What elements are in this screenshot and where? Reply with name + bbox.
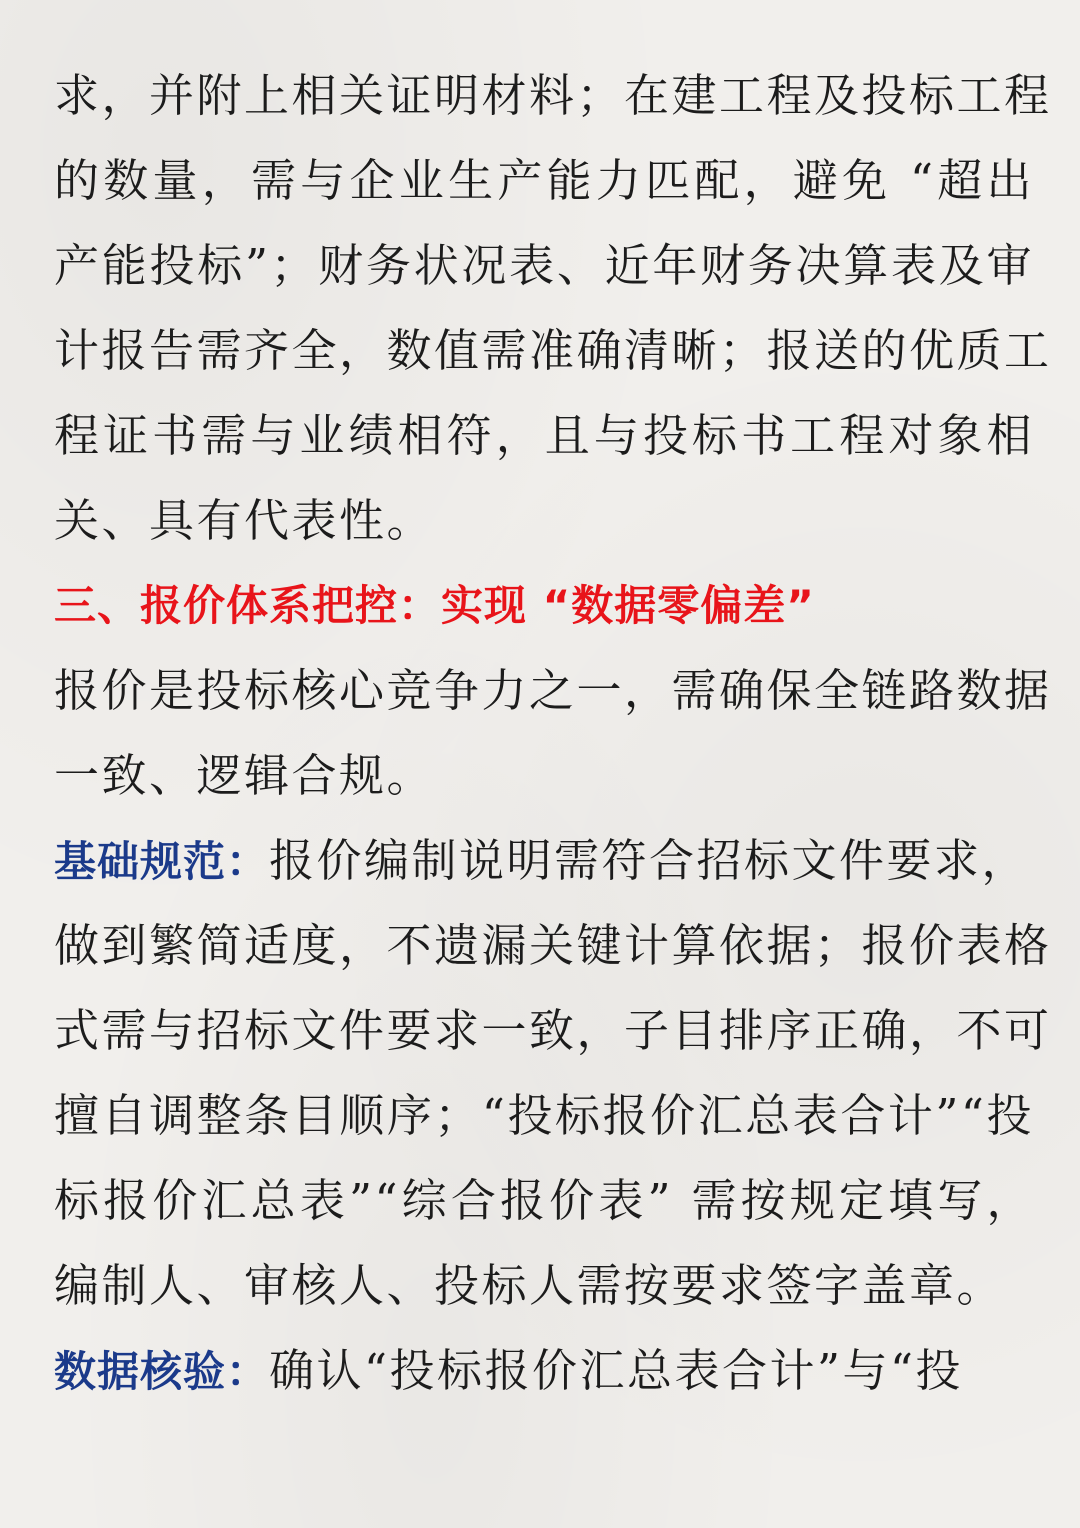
text-line: 关、具有代表性。 <box>54 494 435 547</box>
text-line: 标报价汇总表”“综合报价表” 需按规定填写， <box>54 1174 1034 1227</box>
text-line: 程证书需与业绩相符，且与投标书工程对象相 <box>54 409 1034 462</box>
text-line: 产能投标”；财务状况表、近年财务决算表及审 <box>54 239 1034 292</box>
text-line <box>54 1333 1034 1418</box>
paragraph-basic-spec <box>54 823 1052 1333</box>
paragraph-intro <box>54 653 1052 823</box>
text-line: 编制人、审核人、投标人需按要求签字盖章。 <box>54 1259 1005 1312</box>
document-page <box>54 58 1052 1418</box>
text-line: 计报告需齐全，数值需准确清晰；报送的优质工 <box>54 324 1052 377</box>
text-line <box>54 823 1034 908</box>
basic-spec-label: 基础规范： <box>54 837 270 886</box>
paragraph-qualification <box>54 58 1052 568</box>
text-line: 式需与招标文件要求一致，子目排序正确，不可 <box>54 1004 1052 1057</box>
text-run: 确认“投标报价汇总表合计”与“投 <box>269 1344 964 1397</box>
paragraph-data-check <box>54 1333 1034 1418</box>
text-line: 擅自调整条目顺序；“投标报价汇总表合计”“投 <box>54 1089 1034 1142</box>
text-line: 做到繁简适度，不遗漏关键计算依据；报价表格 <box>54 919 1052 972</box>
section-heading: 三、报价体系把控：实现 “数据零偏差” <box>54 581 815 630</box>
text-run: 报价编制说明需符合招标文件要求， <box>269 834 1030 887</box>
data-check-label: 数据核验： <box>54 1347 270 1396</box>
text-line: 求，并附上相关证明材料；在建工程及投标工程 <box>54 69 1052 122</box>
text-line: 的数量，需与企业生产能力匹配，避免 “超出 <box>54 154 1034 207</box>
text-line: 报价是投标核心竞争力之一，需确保全链路数据 <box>54 664 1052 717</box>
text-line: 一致、逻辑合规。 <box>54 749 435 802</box>
